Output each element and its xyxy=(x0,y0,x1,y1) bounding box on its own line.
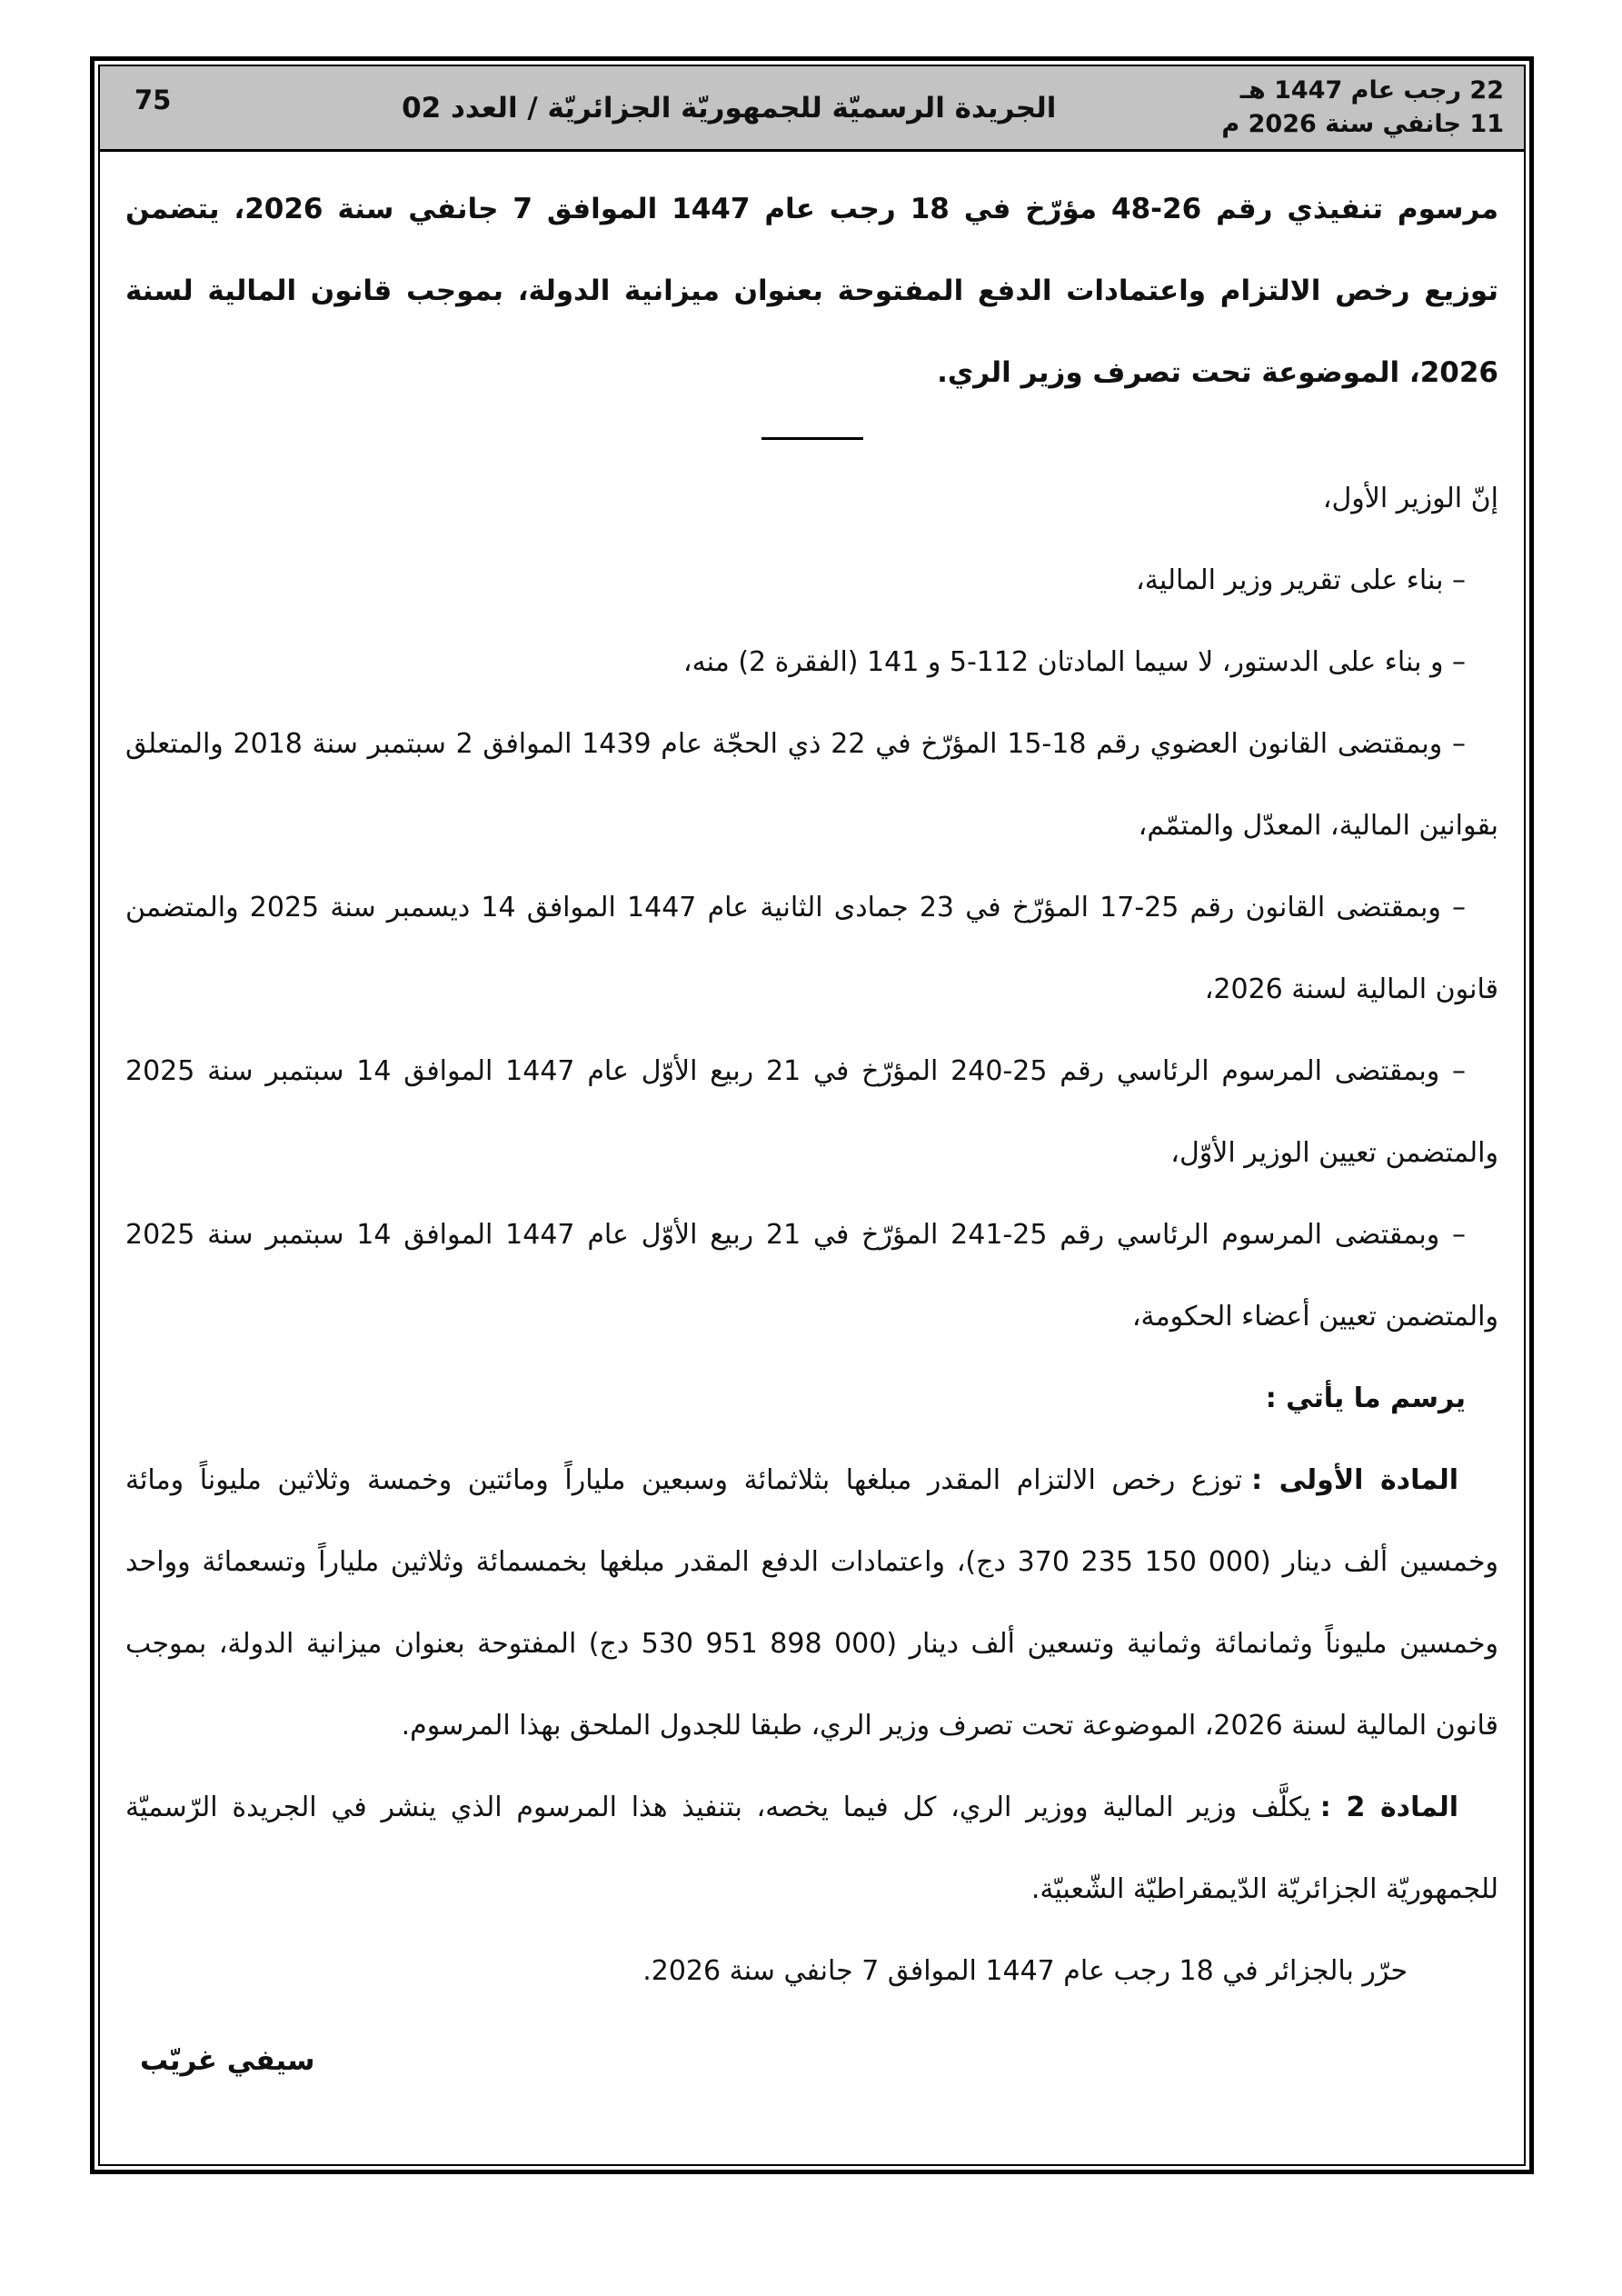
decree-title: مرسوم تنفيذي رقم 26‏-48 مؤرّخ في 18 رجب عام 1447 الموافق 7 جانفي سنة 2026، يتضمن توزيع رخص الالتزام واعتمادات الدفع المفتوحة بعنوان ميزانية الدولة، بموجب قانون المالية لسنة 2026، الموضوعة تحت تصرف وزير الري. xyxy=(125,193,1499,389)
article-2 xyxy=(125,1767,1498,1931)
article-2-text: يكلَّف وزير المالية ووزير الري، كل فيما يخصه، بتنفيذ هذا المرسوم الذي ينشر في الجريدة الرّسميّة للجمهوريّة الجزائريّة الدّيمقراطيّة الشّعبيّة. xyxy=(125,1792,1498,1905)
page-number: 75 xyxy=(134,84,172,115)
visa-decree-241: – وبمقتضى المرسوم الرئاسي رقم 25‏-241 المؤرّخ في 21 ربيع الأوّل عام 1447 الموافق 14 سبتمبر سنة 2025 والمتضمن تعيين أعضاء الحكومة، xyxy=(125,1219,1498,1333)
signature-name: سيفي غريّب xyxy=(140,2044,315,2077)
preamble-intro: إنّ الوزير الأول، xyxy=(1322,483,1498,514)
header-date-hijri: 22 رجب عام 1447 هـ xyxy=(1239,76,1504,105)
issued-line: حرّر بالجزائر في 18 رجب عام 1447 الموافق 7 جانفي سنة 2026. xyxy=(642,1955,1408,1987)
visa-finance-law: – وبمقتضى القانون رقم 25‏-17 المؤرّخ في 23 جمادى الثانية عام 1447 الموافق 14 ديسمبر سنة 2025 والمتضمن قانون المالية لسنة 2026، xyxy=(125,892,1498,1005)
enactment-formula: يرسم ما يأتي : xyxy=(1265,1383,1466,1414)
visa-organic-law: – وبمقتضى القانون العضوي رقم 18‏-15 المؤرّخ في 22 ذي الحجّة عام 1439 الموافق 2 سبتمبر سنة 2018 والمتعلق بقوانين المالية، المعدّل والمتمّم، xyxy=(125,728,1498,842)
article-2-label: المادة 2 : xyxy=(1319,1792,1459,1823)
header-band xyxy=(100,66,1524,152)
visa-constitution: – و بناء على الدستور، لا سيما المادتان 112‏-5 و 141 (الفقرة 2) منه، xyxy=(682,646,1466,678)
header-dates xyxy=(1221,75,1524,141)
visa-decree-240: – وبمقتضى المرسوم الرئاسي رقم 25‏-240 المؤرّخ في 21 ربيع الأوّل عام 1447 الموافق 14 سبتمبر سنة 2025 والمتضمن تعيين الوزير الأوّل، xyxy=(125,1055,1498,1169)
page-frame-inner xyxy=(98,65,1526,2166)
decree-content xyxy=(100,152,1524,2164)
page-frame xyxy=(90,56,1534,2174)
article-1 xyxy=(125,1440,1498,1767)
section-divider xyxy=(761,437,863,440)
header-date-gregorian: 11 جانفي سنة 2026 م xyxy=(1221,109,1504,138)
header-gazette-title: الجريدة الرسميّة للجمهوريّة الجزائريّة / العدد 02 xyxy=(402,91,1057,125)
article-1-text: توزع رخص الالتزام المقدر مبلغها بثلاثمائة وسبعين ملياراً ومائتين وخمسة وثلاثين مليوناً ومائة وخمسين ألف دينار (370 235 150 000 دج)، واعتمادات الدفع المقدر مبلغها بخمسمائة وثلاثين ملياراً وتسعمائة وواحد وخمسين مليوناً وثمانمائة وثمانية وتسعين ألف دينار (530 951 898 000 دج) المفتوحة بعنوان ميزانية الدولة، بموجب قانون المالية لسنة 2026، الموضوعة تحت تصرف وزير الري، طبقا للجدول الملحق بهذا المرسوم. xyxy=(125,1464,1498,1742)
article-1-label: المادة الأولى : xyxy=(1251,1464,1458,1496)
visa-report: – بناء على تقرير وزير المالية، xyxy=(1136,564,1466,596)
